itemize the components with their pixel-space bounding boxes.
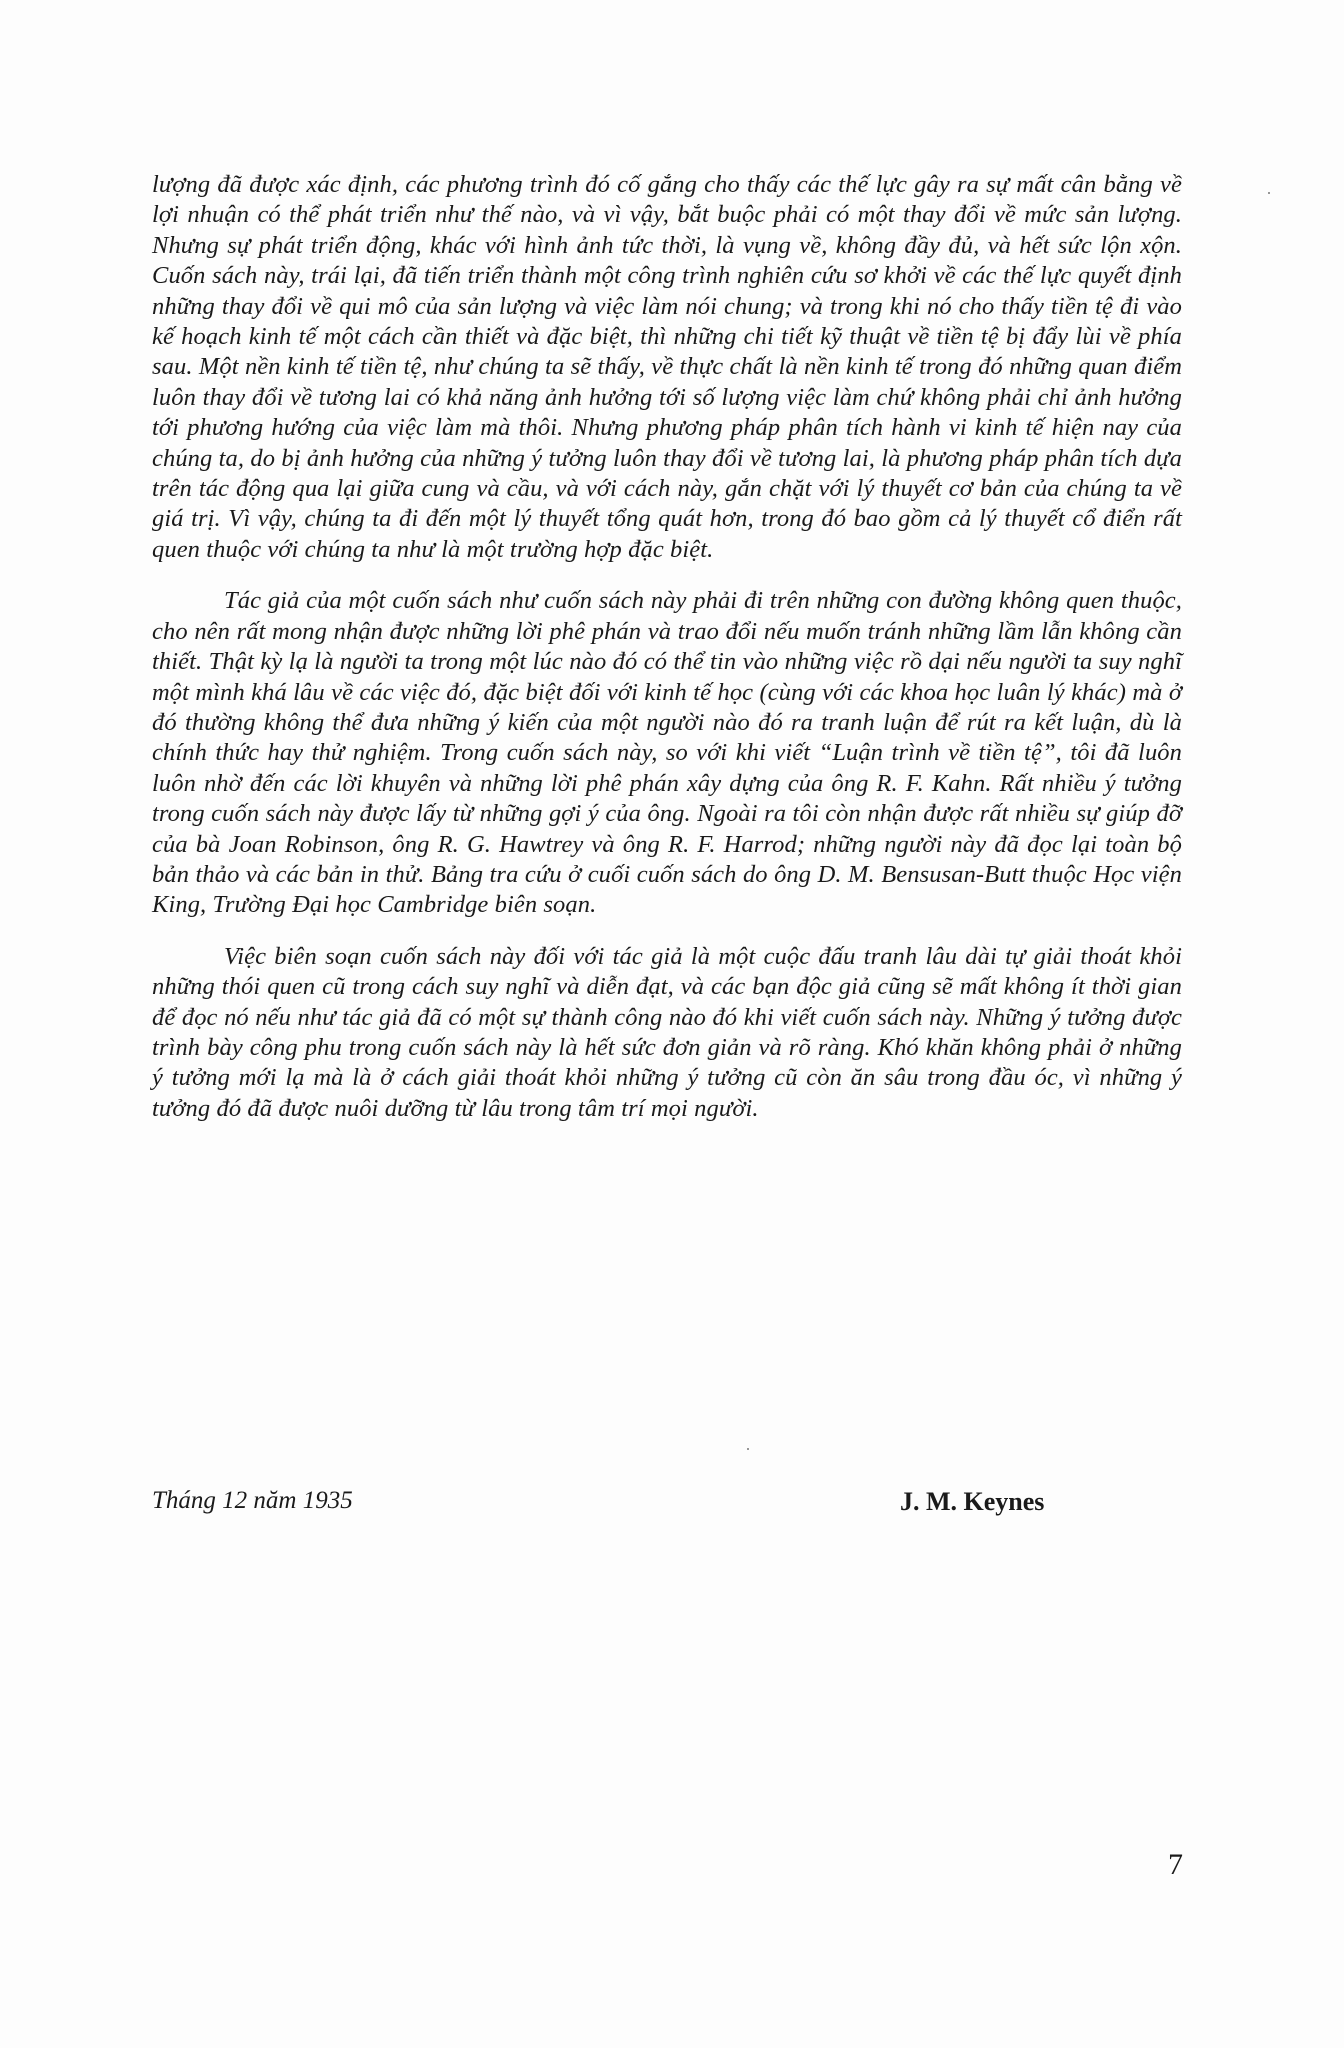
page-number: 7 [1168, 1848, 1183, 1881]
scan-speck [747, 1448, 749, 1450]
paragraph-3: Việc biên soạn cuốn sách này đối với tác giả là một cuộc đấu tranh lâu dài tự giải thoát khỏi những thói quen cũ trong cách suy nghĩ và diễn đạt, và các bạn độc giả cũng sẽ mất không ít thời gian để đọc nó nếu như tác giả đã có một sự thành công nào đó khi viết cuốn sách này. Những ý tưởng được trình bày công phu trong cuốn sách này là hết sức đơn giản và rõ ràng. Khó khăn không phải ở những ý tưởng mới lạ mà là ở cách giải thoát khỏi những ý tưởng cũ còn ăn sâu trong đầu óc, vì những ý tưởng đó đã được nuôi dưỡng từ lâu trong tâm trí mọi người. [152, 942, 1182, 1122]
paragraph-1: lượng đã được xác định, các phương trình đó cố gắng cho thấy các thế lực gây ra sự mất cân bằng về lợi nhuận có thể phát triển như thế nào, và vì vậy, bắt buộc phải có một thay đổi về mức sản lượng. Nhưng sự phát triển động, khác với hình ảnh tức thời, là vụng về, không đầy đủ, và hết sức lộn xộn. Cuốn sách này, trái lại, đã tiến triển thành một công trình nghiên cứu sơ khởi về các thế lực quyết định những thay đổi về qui mô của sản lượng và việc làm nói chung; và trong khi nó cho thấy tiền tệ đi vào kế hoạch kinh tế một cách cần thiết và đặc biệt, thì những chi tiết kỹ thuật về tiền tệ bị đẩy lùi về phía sau. Một nền kinh tế tiền tệ, như chúng ta sẽ thấy, về thực chất là nền kinh tế trong đó những quan điểm luôn thay đổi về tương lai có khả năng ảnh hưởng tới số lượng việc làm chứ không phải chỉ ảnh hưởng tới phương hướng của việc làm mà thôi. Nhưng phương pháp phân tích hành vi kinh tế hiện nay của chúng ta, do bị ảnh hưởng của những ý tưởng luôn thay đổi về tương lai, là phương pháp phân tích dựa trên tác động qua lại giữa cung và cầu, và với cách này, gắn chặt với lý thuyết cơ bản của chúng ta về giá trị. Vì vậy, chúng ta đi đến một lý thuyết tổng quát hơn, trong đó bao gồm cả lý thuyết cổ điển rất quen thuộc với chúng ta như là một trường hợp đặc biệt. [152, 171, 1182, 563]
signature-date: Tháng 12 năm 1935 [152, 1487, 353, 1514]
paragraph-2: Tác giả của một cuốn sách như cuốn sách này phải đi trên những con đường không quen thuộc, cho nên rất mong nhận được những lời phê phán và trao đổi nếu muốn tránh những lầm lẫn không cần thiết. Thật kỳ lạ là người ta trong một lúc nào đó có thể tin vào những việc rồ dại nếu người ta suy nghĩ một mình khá lâu về các việc đó, đặc biệt đối với kinh tế học (cùng với các khoa học luân lý khác) mà ở đó thường không thể đưa những ý kiến của một người nào đó ra tranh luận để rút ra kết luận, dù là chính thức hay thử nghiệm. Trong cuốn sách này, so với khi viết “Luận trình về tiền tệ”, tôi đã luôn luôn nhờ đến các lời khuyên và những lời phê phán xây dựng của ông R. F. Kahn. Rất nhiều ý tưởng trong cuốn sách này được lấy từ những gợi ý của ông. Ngoài ra tôi còn nhận được rất nhiều sự giúp đỡ của bà Joan Robinson, ông R. G. Hawtrey và ông R. F. Harrod; những người này đã đọc lại toàn bộ bản thảo và các bản in thử. Bảng tra cứu ở cuối cuốn sách do ông D. M. Bensusan-Butt thuộc Học viện King, Trường Đại học Cambridge biên soạn. [152, 587, 1182, 919]
signature-author: J. M. Keynes [900, 1487, 1045, 1516]
signature-block [152, 1487, 1182, 1527]
scan-speck [1268, 192, 1270, 194]
preface-body [152, 170, 1182, 1124]
